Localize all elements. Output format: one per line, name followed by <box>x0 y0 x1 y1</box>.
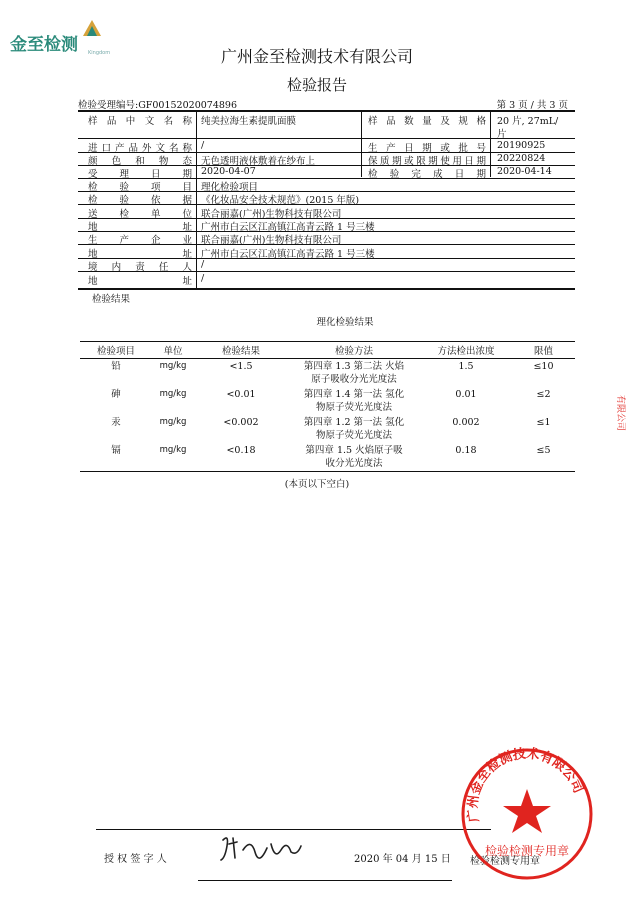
info-value: 《化妆品安全技术规范》(2015 年版) <box>201 195 360 206</box>
page-indicator: 第 3 页 / 共 3 页 <box>496 100 568 111</box>
table-row <box>80 359 575 388</box>
detect-limit-cell: 0.002 <box>452 417 480 428</box>
official-seal-icon <box>458 745 596 883</box>
method-cell <box>288 415 420 443</box>
method-line: 第四章 1.2 第一法 氢化 <box>303 417 405 428</box>
method-line: 第四章 1.4 第一法 氢化 <box>303 389 405 400</box>
logo-text: 金至检测 <box>10 35 78 55</box>
unit-cell: mg/kg <box>159 389 187 399</box>
info-label: 检 验 依 据 <box>88 195 192 206</box>
info-row-rule <box>78 244 575 245</box>
info-value: 广州市白云区江高镇江高青云路 1 号三楼 <box>201 249 375 260</box>
info-top-rule <box>78 110 575 112</box>
method-line: 物原子荧光光度法 <box>315 430 392 441</box>
handwritten-signature-icon <box>215 830 305 868</box>
method-line: 第四章 1.3 第二法 火焰 <box>303 361 405 372</box>
info-value: / <box>201 259 205 270</box>
info-value-right: 20 片, 27mL/ <box>497 116 559 127</box>
info-label: 颜 色 和 物 态 <box>88 156 192 167</box>
info-label: 送 检 单 位 <box>88 209 192 220</box>
info-value: 无色透明液体敷着在纱布上 <box>201 156 316 167</box>
info-value-right-cont: 片 <box>497 129 507 140</box>
test-item-cell: 铅 <box>111 361 121 372</box>
results-table-title: 理化检验结果 <box>316 317 374 328</box>
method-line: 物原子荧光光度法 <box>315 402 392 413</box>
logo-subtext: Kingdom <box>88 50 111 56</box>
info-bottom-rule <box>78 288 575 290</box>
seal-ring-text: 广州金至检测技术有限公司 <box>465 746 586 823</box>
test-item-cell: 砷 <box>111 389 121 400</box>
col-header-unit: 单位 <box>152 342 194 359</box>
seal-bottom-text: 检验检测专用章 <box>484 844 570 858</box>
col-header-limit: 限值 <box>512 342 575 359</box>
result-cell: <0.18 <box>194 443 288 472</box>
info-value-right: 20190925 <box>497 140 546 151</box>
col-header-method: 检验方法 <box>288 342 420 359</box>
results-section-label: 检验结果 <box>92 294 131 305</box>
limit-value-cell: ≤2 <box>536 389 551 400</box>
info-right-divider <box>490 111 491 177</box>
info-value: 2020-04-07 <box>201 166 256 177</box>
result-cell: <0.01 <box>226 389 256 400</box>
info-value-right: 2020-04-14 <box>497 166 552 177</box>
stamp-caption: 检验检测专用章 <box>470 856 540 867</box>
detect-limit-cell: 0.01 <box>455 389 477 400</box>
method-line: 第四章 1.5 火焰原子吸 <box>305 445 403 456</box>
info-label: 生 产 企 业 <box>88 235 192 246</box>
info-row-rule <box>78 204 575 205</box>
info-label-right: 样 品 数 量 及 规 格 <box>368 116 486 127</box>
col-header-item: 检验项目 <box>80 342 152 359</box>
table-row <box>80 415 575 443</box>
limit-value-cell: ≤10 <box>533 361 554 372</box>
info-value: / <box>201 140 205 151</box>
results-table <box>80 341 575 472</box>
info-label: 地 址 <box>88 222 192 233</box>
info-label-right: 保质期或限期使用日期 <box>368 156 486 167</box>
limit-value-cell: ≤1 <box>536 417 551 428</box>
unit-cell: mg/kg <box>159 417 187 427</box>
table-row <box>80 387 575 415</box>
blank-note: (本页以下空白) <box>284 479 350 490</box>
col-header-detect: 方法检出浓度 <box>420 342 512 359</box>
info-label: 受 理 日 期 <box>88 169 192 180</box>
info-right-divider <box>361 111 362 177</box>
report-title: 检验报告 <box>286 76 347 94</box>
method-cell <box>288 443 420 472</box>
limit-value-cell: ≤5 <box>512 443 575 472</box>
table-row <box>80 443 575 472</box>
info-label-right: 生 产 日 期 或 批 号 <box>368 143 486 154</box>
info-label: 境 内 责 任 人 <box>88 262 192 273</box>
side-seal-text: 有限公司 <box>615 395 625 432</box>
info-value: 理化检验项目 <box>201 182 259 193</box>
detect-limit-cell: 1.5 <box>458 361 474 372</box>
acceptance-label: 检验受理编号: <box>78 100 139 111</box>
unit-cell: mg/kg <box>152 443 194 472</box>
method-line: 原子吸收分光光度法 <box>311 374 397 385</box>
info-label: 进口产品外文名称 <box>88 143 192 154</box>
acceptance-number: GF00152020074896 <box>138 100 238 111</box>
signer-label: 授 权 签 字 人 <box>104 854 167 865</box>
info-label: 地 址 <box>88 276 192 287</box>
test-item-cell: 镉 <box>80 443 152 472</box>
side-seal-icon <box>608 395 634 495</box>
info-value: 纯美拉海生素提肌面膜 <box>201 116 297 127</box>
info-value: 联合丽嘉(广州)生物科技有限公司 <box>201 209 342 220</box>
info-label-right: 检 验 完 成 日 期 <box>368 169 486 180</box>
result-cell: <1.5 <box>229 361 253 372</box>
company-name: 广州金至检测技术有限公司 <box>220 47 413 66</box>
info-value: / <box>201 273 205 284</box>
results-body <box>80 359 575 472</box>
col-header-result: 检验结果 <box>194 342 288 359</box>
result-cell: <0.002 <box>223 417 259 428</box>
info-row-rule <box>78 138 575 139</box>
method-cell <box>288 387 420 415</box>
method-line: 收分光光度法 <box>325 458 383 469</box>
sign-date: 2020 年 04 月 15 日 <box>354 854 451 865</box>
info-row-rule <box>78 271 575 272</box>
info-value: 广州市白云区江高镇江高青云路 1 号三楼 <box>201 222 375 233</box>
info-value-right: 20220824 <box>497 153 546 164</box>
info-label: 样 品 中 文 名 称 <box>88 116 192 127</box>
info-label: 检 验 项 目 <box>88 182 192 193</box>
detect-limit-cell: 0.18 <box>420 443 512 472</box>
test-item-cell: 汞 <box>111 417 121 428</box>
info-label: 地 址 <box>88 249 192 260</box>
report-header-line <box>78 97 572 111</box>
results-header-row <box>80 342 575 359</box>
footer-bottom-rule <box>198 880 452 881</box>
method-cell <box>288 359 420 388</box>
info-value: 联合丽嘉(广州)生物科技有限公司 <box>201 235 342 246</box>
unit-cell: mg/kg <box>159 361 187 371</box>
